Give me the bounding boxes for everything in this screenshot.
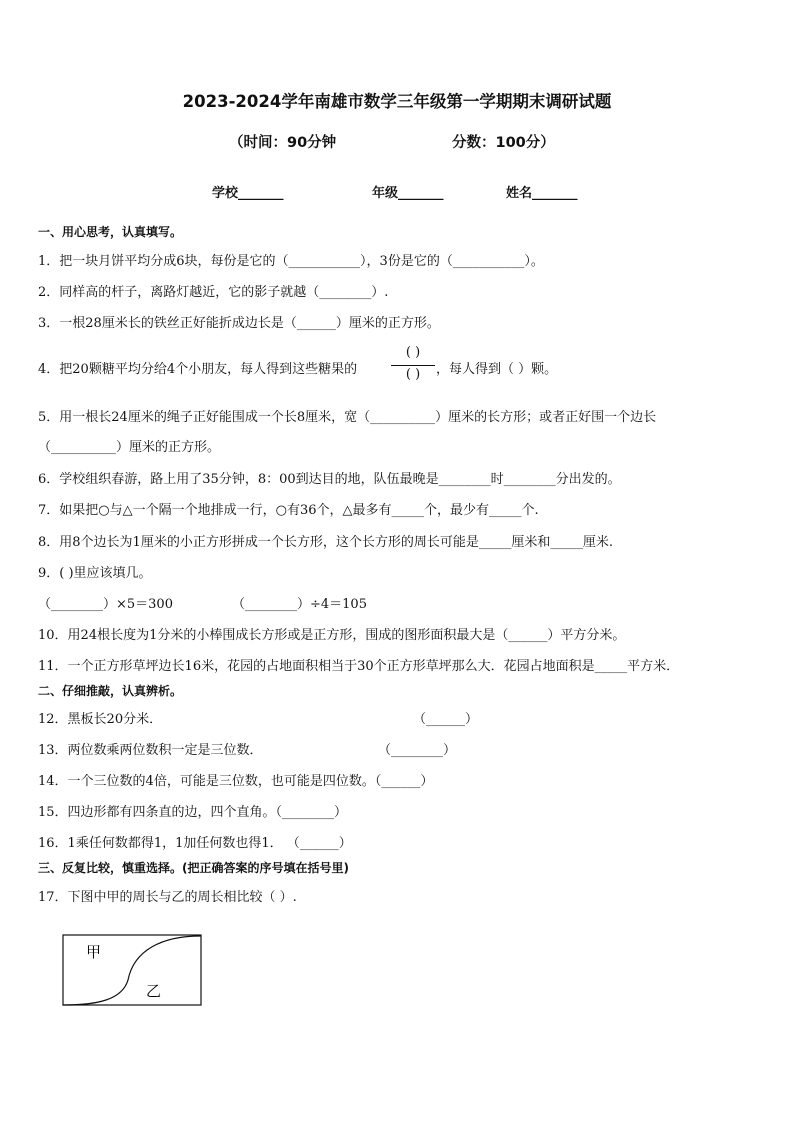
question-5-line-2: （__________）厘米的正方形。 — [38, 440, 221, 455]
name-field: 姓名_______ — [506, 186, 578, 201]
fraction-denominator: ( ) — [405, 367, 421, 382]
question-15: 15．四边形都有四条直的边，四个直角。（________） — [38, 805, 348, 820]
question-17: 17．下图中甲的周长与乙的周长相比较（ ）. — [38, 890, 297, 905]
fraction-numerator: ( ) — [405, 345, 421, 360]
grade-field: 年级_______ — [372, 186, 444, 201]
fraction-bar — [391, 365, 435, 366]
question-9-b: （________）÷4＝105 — [232, 597, 367, 612]
section-2-heading: 二、仔细推敲，认真辨析。 — [38, 684, 183, 698]
region-jia-label: 甲 — [86, 943, 102, 961]
question-5-line-1: 5．用一根长24厘米的绳子正好能围成一个长8厘米，宽（__________）厘米的长方形；或者正好围一个边长 — [38, 410, 657, 425]
question-9-a: （________）×5＝300 — [38, 597, 173, 612]
figure-dividing-curve — [63, 936, 201, 1005]
section-1-heading: 一、用心思考，认真填写。 — [38, 225, 183, 239]
question-2: 2．同样高的杆子，离路灯越近，它的影子就越（________）. — [38, 285, 389, 300]
question-3: 3．一根28厘米长的铁丝正好能折成边长是（______）厘米的正方形。 — [38, 316, 440, 331]
question-12-answer-blank: （______） — [413, 712, 479, 727]
question-13-answer-blank: （________） — [378, 743, 457, 758]
question-4-start: 4．把20颗糖平均分给4个小朋友，每人得到这些糖果的 — [38, 362, 358, 377]
question-4-end: ，每人得到（ ）颗。 — [436, 362, 558, 377]
perimeter-figure — [62, 934, 204, 1010]
question-8: 8．用8个边长为1厘米的小正方形拼成一个长方形，这个长方形的周长可能是_____厘米和_____厘米. — [38, 535, 613, 550]
section-3-heading: 三、反复比较，慎重选择。(把正确答案的序号填在括号里) — [38, 861, 349, 875]
school-field: 学校_______ — [212, 186, 284, 201]
figure-rectangle — [63, 935, 201, 1005]
question-9: 9．( )里应该填几。 — [38, 566, 152, 581]
exam-title: 2023-2024学年南雄市数学三年级第一学期期末调研试题 — [182, 92, 612, 111]
question-10: 10．用24根长度为1分米的小棒围成长方形或是正方形，围成的图形面积最大是（______）平方分米。 — [38, 628, 626, 643]
time-label: （时间：90分钟 — [229, 135, 337, 151]
question-11: 11．一个正方形草坪边长16米，花园的占地面积相当于30个正方形草坪那么大．花园占地面积是_____平方米． — [38, 659, 680, 674]
question-4-fraction — [391, 345, 435, 387]
question-7: 7．如果把○与△一个隔一个地排成一行，○有36个，△最多有_____个，最少有_____个. — [38, 503, 539, 518]
region-yi-label: 乙 — [146, 982, 162, 1000]
question-14: 14．一个三位数的4倍，可能是三位数，也可能是四位数。（______） — [38, 774, 434, 789]
score-label: 分数：100分） — [452, 135, 555, 151]
question-1: 1．把一块月饼平均分成6块，每份是它的（___________），3份是它的（___________）。 — [38, 254, 544, 269]
question-12: 12．黑板长20分米． — [38, 712, 163, 727]
question-13: 13．两位数乘两位数积一定是三位数． — [38, 743, 263, 758]
question-16: 16．1乘任何数都得1，1加任何数也得1． （______） — [38, 836, 352, 851]
question-6: 6．学校组织春游，路上用了35分钟，8：00到达目的地，队伍最晚是________时________分出发的。 — [38, 472, 621, 487]
